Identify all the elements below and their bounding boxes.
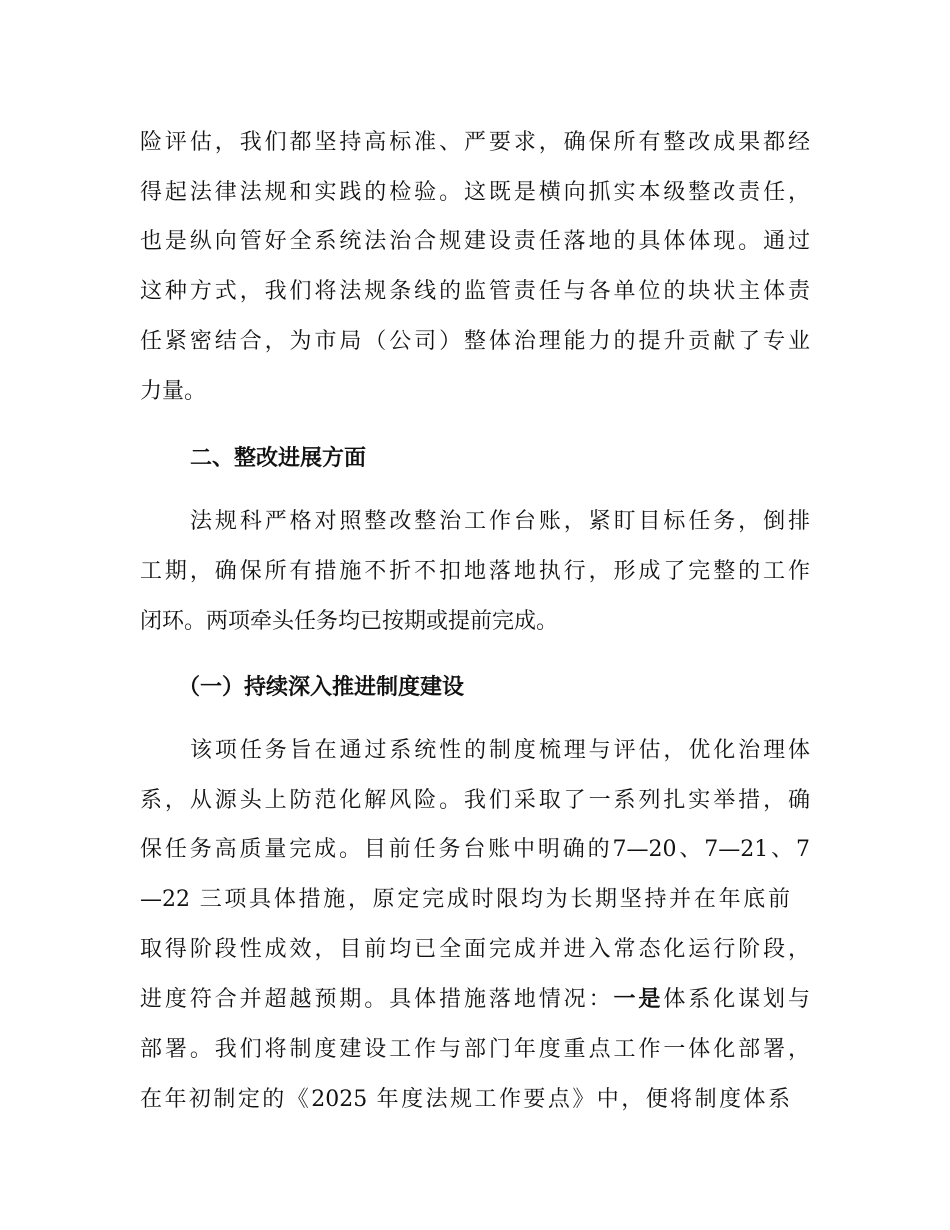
bold-emphasis: 一是: [613, 987, 664, 1012]
text-line: 工期，确保所有措施不折不扣地落地执行，形成了完整的工作: [140, 559, 810, 584]
text-segment: 体系化谋划与: [663, 987, 810, 1012]
text-line: 力量。: [140, 379, 207, 404]
text-line: 也是纵向管好全系统法治合规建设责任落地的具体体现。通过: [140, 229, 810, 254]
text-line: 任紧密结合，为市局（公司）整体治理能力的提升贡献了专业: [140, 329, 810, 354]
subsection-heading: （一）持续深入推进制度建设: [178, 675, 465, 700]
section-heading: 二、整改进展方面: [190, 446, 367, 471]
text-line: 保任务高质量完成。目前任务台账中明确的7—20、7—21、7: [140, 837, 810, 862]
text-segment: 进度符合并超越预期。具体措施落地情况：: [140, 987, 614, 1012]
text-line: 这种方式，我们将法规条线的监管责任与各单位的块状主体责: [140, 279, 810, 304]
text-line: 部署。我们将制度建设工作与部门年度重点工作一体化部署，: [140, 1037, 810, 1062]
text-line: 法规科严格对照整改整治工作台账，紧盯目标任务，倒排: [190, 509, 810, 534]
text-line: 该项任务旨在通过系统性的制度梳理与评估，优化治理体: [190, 738, 810, 763]
text-line: 系，从源头上防范化解风险。我们采取了一系列扎实举措，确: [140, 788, 810, 813]
text-line: 闭环。两项牵头任务均已按期或提前完成。: [140, 609, 559, 634]
text-line: —22 三项具体措施，原定完成时限均为长期坚持并在年底前: [140, 887, 790, 912]
text-line: 得起法律法规和实践的检验。这既是横向抓实本级整改责任，: [140, 180, 810, 205]
text-line: [140, 986, 810, 1014]
text-line: 在年初制定的《2025 年度法规工作要点》中，便将制度体系: [140, 1087, 790, 1112]
text-line: 取得阶段性成效，目前均已全面完成并进入常态化运行阶段，: [140, 937, 810, 962]
text-line: 险评估，我们都坚持高标准、严要求，确保所有整改成果都经: [140, 130, 810, 155]
